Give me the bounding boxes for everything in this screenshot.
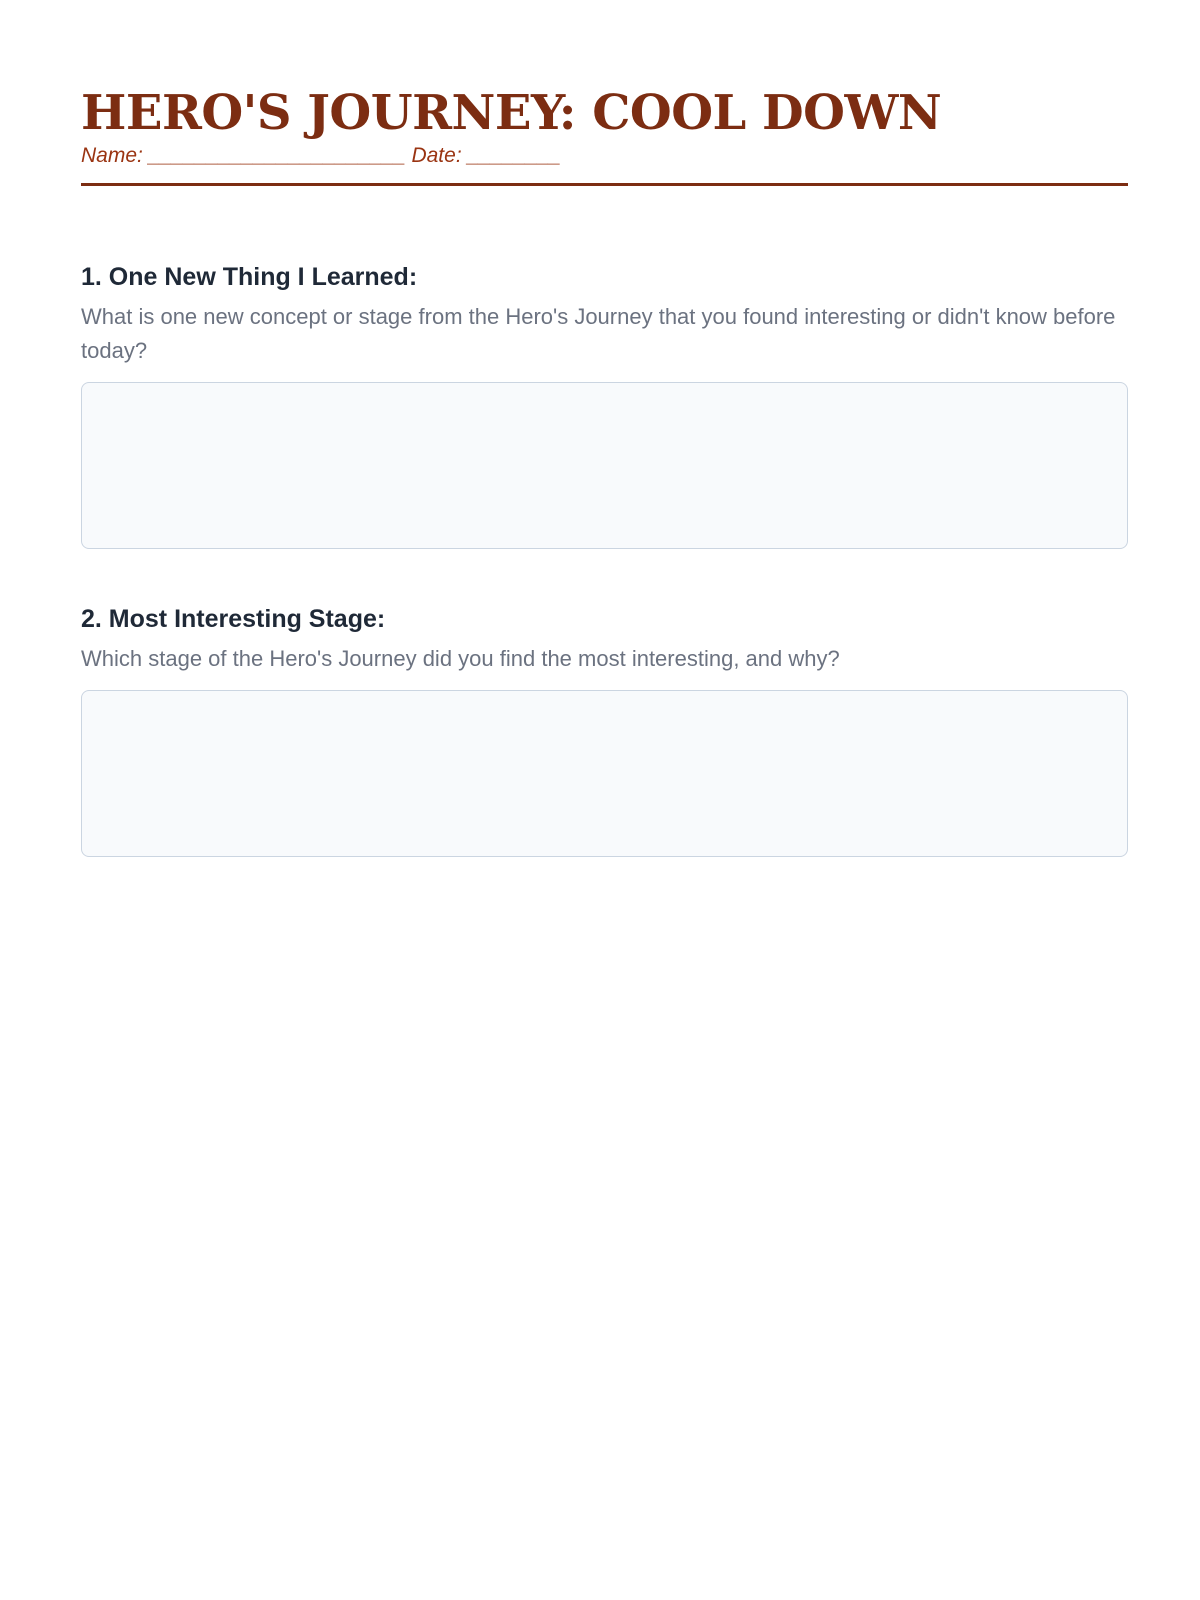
page-title: HERO'S JOURNEY: COOL DOWN xyxy=(81,85,942,141)
question-heading: 2. Most Interesting Stage: xyxy=(81,605,386,633)
answer-box-2[interactable] xyxy=(81,690,1128,857)
question-prompt: Which stage of the Hero's Journey did you find the most interesting, and why? xyxy=(81,646,840,671)
question-prompt: What is one new concept or stage from the Hero's Journey that you found interesting or didn't know before today? xyxy=(81,304,1116,363)
question-section-1 xyxy=(81,262,1128,549)
header-divider xyxy=(81,183,1128,186)
answer-box-1[interactable] xyxy=(81,382,1128,549)
worksheet-page xyxy=(81,84,1128,671)
question-heading: 1. One New Thing I Learned: xyxy=(81,263,418,291)
question-section-2 xyxy=(81,604,1128,857)
name-date-line: Name: ______________________ Date: ________ xyxy=(81,144,561,167)
